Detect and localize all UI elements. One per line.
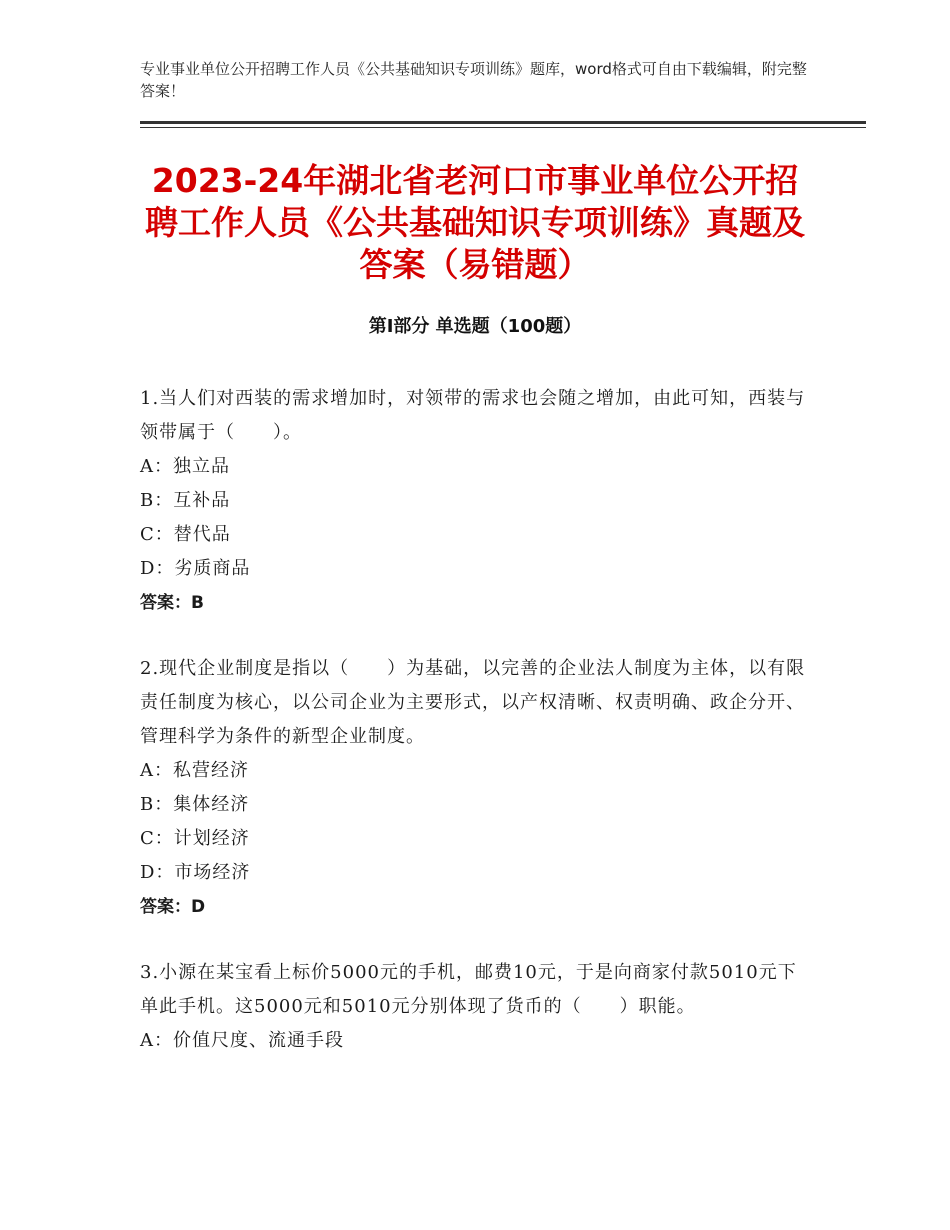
- option-d: D：劣质商品: [140, 558, 251, 579]
- document-title: 2023-24年湖北省老河口市事业单位公开招聘工作人员《公共基础知识专项训练》真题及答案（易错题）: [145, 161, 805, 284]
- question-3: [140, 956, 810, 1058]
- option-b: B：集体经济: [140, 794, 250, 815]
- header-note: 专业事业单位公开招聘工作人员《公共基础知识专项训练》题库，word格式可自由下载编辑，附完整答案！: [140, 60, 807, 100]
- option-a: A：独立品: [140, 456, 230, 477]
- question-stem: 3.小源在某宝看上标价5000元的手机，邮费10元，于是向商家付款5010元下单此手机。这5000元和5010元分别体现了货币的（ ）职能。: [140, 962, 797, 1017]
- option-c: C：计划经济: [140, 828, 250, 849]
- question-stem: 1.当人们对西装的需求增加时，对领带的需求也会随之增加，由此可知，西装与领带属于（ ）。: [140, 388, 806, 443]
- option-b: B：互补品: [140, 490, 231, 511]
- answer-label: 答案：D: [140, 897, 206, 917]
- question-1: [140, 382, 810, 620]
- answer-label: 答案：B: [140, 593, 204, 613]
- option-d: D：市场经济: [140, 862, 251, 883]
- option-a: A：价值尺度、流通手段: [140, 1030, 344, 1051]
- option-a: A：私营经济: [140, 760, 249, 781]
- option-c: C：替代品: [140, 524, 231, 545]
- header-divider-thick: [140, 121, 866, 124]
- header-divider-thin: [140, 127, 866, 128]
- question-list: [140, 382, 810, 1090]
- question-stem: 2.现代企业制度是指以（ ）为基础，以完善的企业法人制度为主体，以有限责任制度为核心，以公司企业为主要形式，以产权清晰、权责明确、政企分开、管理科学为条件的新型企业制度。: [140, 658, 806, 747]
- question-2: [140, 652, 810, 924]
- section-title: 第Ⅰ部分 单选题（100题）: [368, 316, 582, 337]
